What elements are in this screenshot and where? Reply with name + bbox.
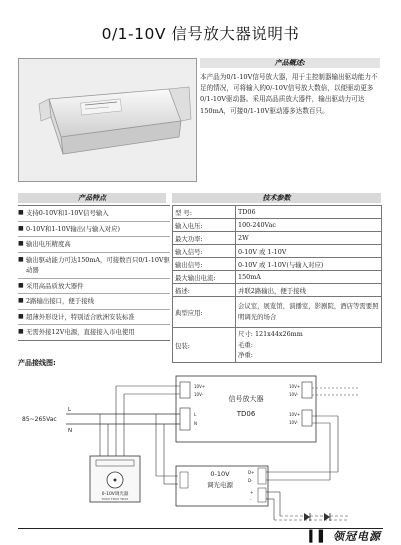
line-L-label: L [68, 407, 72, 413]
features-heading: 产品特点 [18, 193, 166, 203]
brand-logo: ▍▌ 领冠电源 [309, 530, 381, 543]
driver-label-2: 调光电源 [207, 481, 233, 489]
product-photo [18, 58, 197, 182]
driver-label-1: 0-10V [210, 470, 230, 478]
port-label: L [194, 412, 197, 417]
port-label: D- [248, 478, 253, 483]
params-table [172, 205, 382, 363]
port-label: 10V- [289, 392, 299, 397]
features-list [18, 205, 170, 341]
feature-item: ■ 0-10V和1-10V输出(与输入对应) [18, 222, 170, 238]
dimmer-label: 0-10V调光器 [101, 492, 129, 497]
wiring-diagram [18, 368, 388, 528]
feature-item: ■ 支持0-10V和1-10V信号输入 [18, 206, 170, 222]
params-heading: 技术参数 [172, 193, 381, 203]
feature-item: ■ 采用高品质放大器件 [18, 279, 170, 295]
feature-item: ■ 2路输出接口，便于接线 [18, 294, 170, 310]
feature-item: ■ 超薄外形设计，特别适合欧洲安装标准 [18, 310, 170, 326]
port-label: - [250, 497, 252, 502]
port-label: N [194, 421, 197, 426]
document-title: 0/1-10V 信号放大器说明书 [101, 25, 300, 43]
line-N-label: N [68, 428, 73, 434]
table-row: 描述: 并联2路输出，便于接线 [173, 284, 382, 297]
table-row: 型 号: TD06 [173, 206, 382, 219]
overview-text: 本产品为0/1-10V信号放大器，用于主控制器输出驱动能力不足的情况，可将输入的0/-10V信号放大数倍，以便驱动更多0/1-10V驱动器。采用高品质放大器件，输出驱动力可达150mA，可接0/1-10V驱动器多达数百只。 [200, 73, 378, 115]
table-row: 最大功率: 2W [173, 232, 382, 245]
port-label: 10V- [289, 420, 299, 425]
dimmer-sub: TDXX TDXX TDXX [101, 497, 129, 501]
supply-label: 85~265Vac [22, 416, 57, 423]
port-label: 10V+ [194, 384, 206, 389]
port-label: 10V+ [289, 384, 301, 389]
wiring-heading: 产品接线图: [18, 359, 56, 367]
table-row: 最大输出电流: 150mA [173, 271, 382, 284]
amp-model: TD06 [236, 410, 256, 418]
feature-item: ■ 输出电压精度高 [18, 237, 170, 253]
port-label: + [250, 490, 254, 495]
overview-heading: 产品概述: [200, 58, 380, 68]
table-row: 输入电压: 100-240Vac [173, 219, 382, 232]
feature-item: ■ 无需外接12V电源，直接接入市电使用 [18, 328, 135, 336]
port-label: D+ [248, 470, 255, 475]
table-row: 包装: 尺寸: 121x44x26mm 毛重: 净重: [173, 328, 382, 363]
feature-item: ■ 输出驱动能力可达150mA，可接数百只0/1-10V驱动器 [18, 253, 170, 279]
port-label: 10V- [194, 392, 204, 397]
table-row: 输入信号: 0-10V 或 1-10V [173, 245, 382, 258]
amp-label: 信号放大器 [228, 395, 264, 403]
table-row: 输出信号: 0-10V 或 1-10V(与输入对应) [173, 258, 382, 271]
port-label: 10V+ [289, 412, 301, 417]
table-row: 典型应用: 会议室，展览馆，演播室，影剧院，酒店等需要照明调光的场合 [173, 297, 382, 328]
